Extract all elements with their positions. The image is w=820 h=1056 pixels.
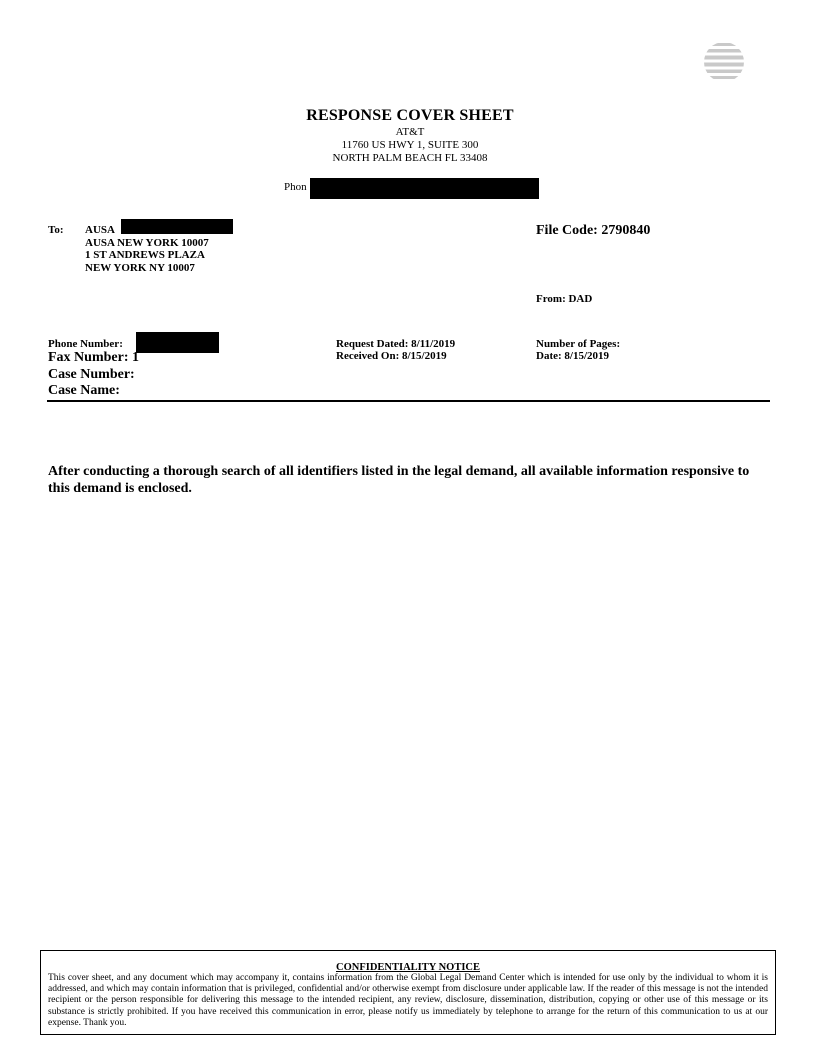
recipient-line: AUSA: [85, 224, 115, 236]
case-name-label: Case Name:: [48, 383, 120, 398]
redaction-bar: [136, 332, 219, 353]
company-name: AT&T: [395, 126, 425, 138]
request-dated: Request Dated: 8/11/2019: [336, 338, 456, 350]
notice-title: CONFIDENTIALITY NOTICE: [335, 962, 480, 973]
recipient-line: 1 ST ANDREWS PLAZA: [85, 249, 205, 261]
header-phone-label: Phon: [284, 181, 307, 193]
received-on: Received On: 8/15/2019: [336, 350, 447, 362]
recipient-line: AUSA NEW YORK 10007: [85, 236, 209, 249]
file-code: File Code: 2790840: [536, 223, 651, 238]
to-label: To:: [48, 224, 64, 236]
redaction-bar: [121, 219, 233, 234]
case-number-label: Case Number:: [48, 367, 135, 382]
confidentiality-notice: [40, 950, 776, 1035]
fax-number: Fax Number: 1: [48, 350, 139, 365]
divider: [47, 400, 770, 402]
address-line-1: 11760 US HWY 1, SUITE 300: [341, 139, 479, 151]
response-statement: After conducting a thorough search of all identifiers listed in the legal demand, all available information responsive to this demand is enclosed.: [48, 464, 750, 496]
recipient-line: NEW YORK NY 10007: [85, 261, 195, 274]
notice-text: This cover sheet, and any document which may accompany it, contains information from the Global Legal Demand Center which is intended for use only by the individual to whom it is addressed, and which may contain information that is privileged, confidential and/or otherwise exempt from disclosure under applicable law. If the reader of this message is not the intended recipient or the person responsible for delivering this message to the intended recipient, any review, disclosure, dissemination, distribution, copying or other use of this message or its substance is strictly prohibited. If you have received this communication in error, please notify us immediately by telephone to arrange for the return of this communication to us at our expense. Thank you.: [48, 973, 768, 1028]
address-line-2: NORTH PALM BEACH FL 33408: [332, 152, 488, 164]
phone-number-label: Phone Number:: [48, 338, 123, 350]
att-globe-icon: [702, 40, 746, 84]
from-field: From: DAD: [536, 293, 593, 305]
redaction-bar: [310, 178, 539, 199]
number-of-pages: Number of Pages:: [536, 338, 621, 350]
response-date: Date: 8/15/2019: [536, 350, 610, 362]
document-title: RESPONSE COVER SHEET: [306, 107, 514, 124]
